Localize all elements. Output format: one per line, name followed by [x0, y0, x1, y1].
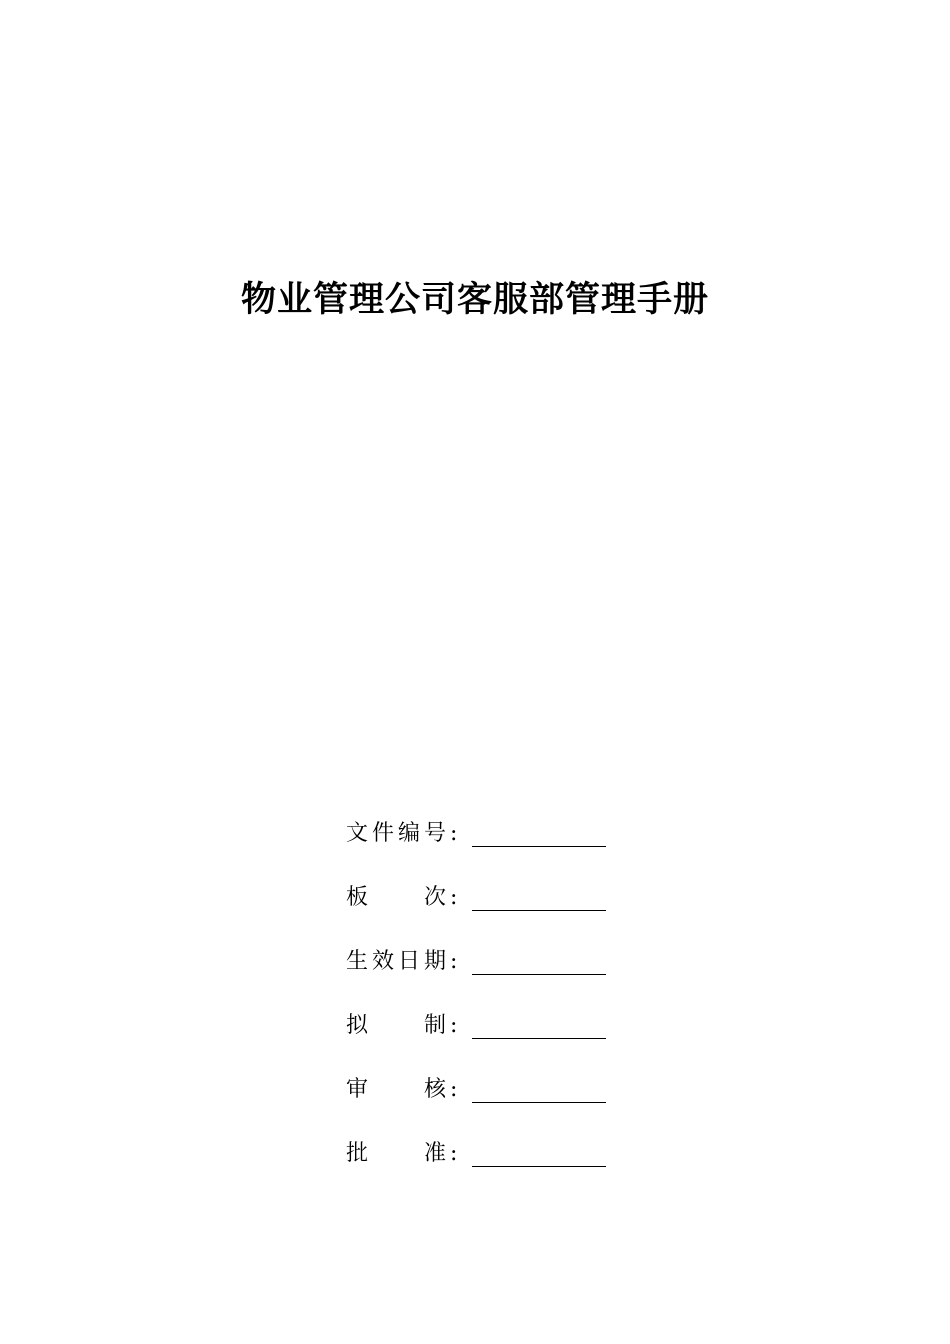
label-char: 编 — [397, 821, 420, 846]
field-blank-line-version — [472, 910, 606, 911]
field-colon: : — [450, 1013, 458, 1038]
label-char: 件 — [371, 821, 394, 846]
field-row-effective-date — [346, 946, 626, 1010]
field-colon: : — [450, 885, 458, 910]
label-char: 次 — [423, 885, 446, 910]
label-char: 文 — [346, 821, 369, 846]
field-blank-line-reviewed-by — [472, 1102, 606, 1103]
label-char: 号 — [423, 821, 446, 846]
document-title: 物业管理公司客服部管理手册 — [240, 279, 709, 320]
field-colon: : — [450, 949, 458, 974]
field-colon: : — [450, 821, 458, 846]
label-char: 生 — [346, 949, 369, 974]
label-char: 审 — [346, 1077, 369, 1102]
label-char: 日 — [397, 949, 420, 974]
field-blank-line-drafted-by — [472, 1038, 606, 1039]
field-label-effective-date — [346, 946, 454, 978]
field-row-drafted-by — [346, 1010, 626, 1074]
field-blank-line-approved-by — [472, 1166, 606, 1167]
label-char: 核 — [423, 1077, 446, 1102]
field-row-reviewed-by — [346, 1074, 626, 1138]
label-char: 制 — [423, 1013, 446, 1038]
field-row-approved-by — [346, 1138, 626, 1202]
field-label-version — [346, 882, 454, 914]
approval-fields — [346, 818, 626, 1202]
field-blank-line-file-number — [472, 846, 606, 847]
label-char: 板 — [346, 885, 369, 910]
field-blank-line-effective-date — [472, 974, 606, 975]
field-label-reviewed-by — [346, 1074, 454, 1106]
field-row-version — [346, 882, 626, 946]
label-char: 期 — [423, 949, 446, 974]
field-colon: : — [450, 1077, 458, 1102]
label-char: 效 — [371, 949, 394, 974]
field-label-file-number — [346, 818, 454, 850]
label-char: 批 — [346, 1141, 369, 1166]
field-colon: : — [450, 1141, 458, 1166]
label-char: 拟 — [346, 1013, 369, 1038]
label-char: 准 — [423, 1141, 446, 1166]
field-label-approved-by — [346, 1138, 454, 1170]
field-label-drafted-by — [346, 1010, 454, 1042]
field-row-file-number — [346, 818, 626, 882]
